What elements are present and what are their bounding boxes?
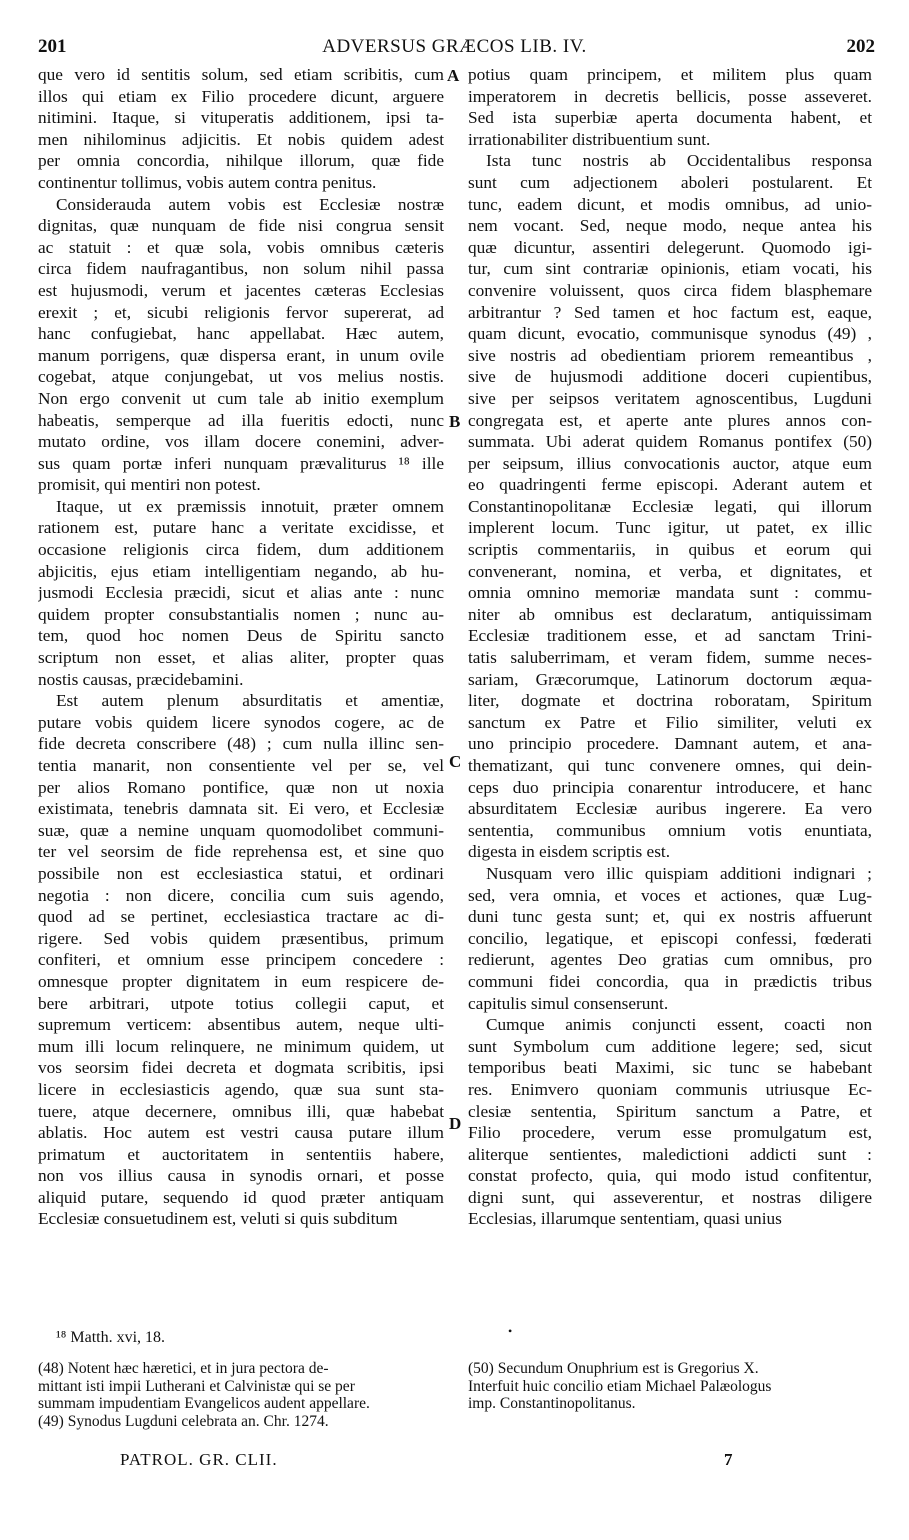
text-line: sive de hujusmodi additione doceri cupientibus,	[468, 367, 872, 387]
text-line: non vos illius causa in synodis ornari, et posse	[38, 1166, 444, 1186]
margin-letter-a: A	[447, 66, 460, 85]
text-line: implerent locum. Tunc igitur, ut patet, ex illic	[468, 518, 872, 538]
text-line: ac statuit : et quæ sola, vobis omnibus cæteris	[38, 237, 444, 257]
footnote-line: summam impudentiam Evangelicos audent appellare.	[38, 1395, 370, 1412]
text-line: jusmodi Ecclesia præcidi, sicut et alias ante : nunc	[38, 583, 444, 603]
text-line: sive nostris ad obedientiam priorem remeantibus ,	[468, 345, 872, 365]
text-line: negotia : non dicere, concilia cum suis agendo,	[38, 885, 444, 905]
text-line: tem, quod hoc nomen Deus de Spiritu sancto	[38, 626, 444, 646]
text-line: thematizant, qui tunc convenere omnes, qui dein-	[468, 756, 872, 775]
text-line: omnesque propter dignitatem in eum respicere de-	[38, 971, 444, 991]
running-header	[0, 36, 909, 60]
text-line: aliquid putare, sequendo id quod præter antiquam	[38, 1187, 444, 1207]
text-line: scriptis commentariis, in quibus et eorum qui	[468, 540, 872, 560]
text-line: circa fidem naufragantibus, non solum nihil passa	[38, 259, 444, 279]
text-line: est hujusmodi, verum et jacentes cæteras Ecclesias	[38, 280, 444, 300]
text-line: vos seorsim fidei decreta et dogmata scribitis, ipsi	[38, 1058, 444, 1078]
text-line: habeatis, semperque ad illa fueritis edocti, nunc	[38, 410, 444, 430]
text-line: Itaque, ut ex præmissis innotuit, præter omnem	[56, 496, 444, 516]
text-line: Cumque animis conjuncti essent, coacti non	[486, 1015, 872, 1035]
text-line: manum porrigens, quæ dispersa erant, in unum ovile	[38, 345, 444, 365]
text-line: quod ad se pertinet, ecclesiastica tractare ac di-	[38, 907, 444, 927]
text-line: suæ, quæ a nemine unquam quomodolibet communi-	[38, 820, 444, 840]
text-line: ter vel seorsim de fide reprehensa est, et sine quo	[38, 842, 444, 862]
text-line: quam dicunt, evocatio, communisque synodus (49) ,	[468, 324, 872, 344]
text-line: convenire voluissent, quos circa fidem blasphemare	[468, 280, 872, 300]
text-line: liter, dogmate et doctrina roboratam, Spiritum	[468, 691, 872, 711]
margin-letter-b: B	[449, 412, 461, 431]
scripture-footnote: ¹⁸ Matth. xvi, 18.	[56, 1329, 166, 1346]
text-line: constat profecto, quia, qui modo istud confitentur,	[468, 1166, 872, 1186]
text-line: licere in ecclesiasticis agendo, quæ sua sunt sta-	[38, 1079, 444, 1099]
footnote-line: imp. Constantinopolitanus.	[468, 1395, 636, 1412]
footnote-line: mittant isti impii Lutherani et Calvinistæ qui se per	[38, 1377, 355, 1395]
text-line: Sed ista superbiæ aperta documenta habent, et	[468, 108, 872, 128]
text-line: cogebat, atque conjungebat, ut vos melius nostis.	[38, 367, 444, 387]
text-line: rationem est, putare hanc a veritate excidisse, et	[38, 518, 444, 538]
text-line: redierunt, agentes Deo gratias cum omnibus, pro	[468, 950, 872, 970]
text-line: fide decreta conscribere (48) ; cum nulla illinc sen-	[38, 734, 444, 754]
text-line: capitulis simul consenserunt.	[468, 993, 669, 1013]
text-line: temporibus beati Maximi, sic tunc se habebant	[468, 1058, 872, 1078]
footnotes-right	[468, 1360, 872, 1413]
text-line: tunc, eadem dicunt, et modis omnibus, ad unio-	[468, 194, 872, 214]
text-line: que vero id sentitis solum, sed etiam scribitis, cum	[38, 65, 444, 84]
text-line: eo quadringenti ferme episcopi. Aderant autem et	[468, 475, 872, 495]
text-line: sunt cum adjectionem aboleri postularent. Et	[468, 172, 872, 192]
text-line: sive per seipsos veritatem agnoscentibus, Lugduni	[468, 388, 872, 408]
text-line: sententia, communibus omnium votis enuntiata,	[468, 820, 872, 840]
text-line: per omnia concordia, nihilque illorum, quæ fide	[38, 151, 444, 171]
stray-mark: •	[508, 1324, 513, 1338]
text-line: illos qui etiam ex Filio procedere dicunt, arguere	[38, 86, 444, 106]
text-line: congregata est, et aperte ante plures annos con-	[468, 410, 872, 430]
text-line: sus quam portæ inferi nunquam prævaliturus ¹⁸ ille	[38, 453, 444, 473]
text-line: promisit, qui mentiri non potest.	[38, 475, 261, 495]
footnote-line: Interfuit huic concilio etiam Michael Palæologus	[468, 1377, 772, 1395]
text-line: Constantinopolitanæ Ecclesiæ legati, qui illorum	[468, 496, 872, 516]
text-line: uno principio procedere. Damnant autem, et ana-	[468, 734, 872, 754]
text-line: arbitrantur ? Sed tamen et hoc factum est, eaque,	[468, 302, 872, 322]
text-line: summata. Ubi aderat quidem Romanus pontifex (50)	[468, 432, 872, 452]
text-line: rigere. Sed vobis quidem præsentibus, primum	[38, 928, 444, 948]
text-line: mutato ordine, vos illam docere conemini, adver-	[38, 432, 444, 452]
text-line: Non ergo convenit ut cum tale ab initio exemplum	[38, 388, 444, 408]
text-line: nitimini. Itaque, si vituperatis additionem, ipsi ta-	[38, 108, 444, 128]
text-line: per seipsum, illius convocationis auctor, atque eum	[468, 453, 872, 473]
text-line: Considerauda autem vobis est Ecclesiæ nostræ	[56, 194, 444, 214]
margin-letter-c: C	[449, 752, 462, 771]
text-line: dignitas, quæ nunquam de fide nisi congrua sensit	[38, 216, 444, 236]
text-line: Filio procedere, verum esse promulgatum est,	[468, 1123, 872, 1143]
text-line: erexit ; et, sicubi religionis fervor supererat, ad	[38, 302, 444, 322]
text-line: digni sunt, qui asseverentur, et nostras diligere	[468, 1187, 872, 1207]
text-line: supremum verticem: absentibus autem, neque ulti-	[38, 1015, 444, 1035]
signature-number: 7	[724, 1450, 733, 1469]
text-line: res. Enimvero quoniam communis utriusque Ec-	[468, 1079, 872, 1099]
text-line: duni tunc gesta sunt; et, qui ex nostris affuerunt	[468, 907, 872, 927]
text-line: confiteri, et omnium esse principem concedere :	[38, 950, 444, 970]
text-line: tatis saluberrimam, et veram fidem, summe neces-	[468, 648, 872, 668]
text-line: primatum et auctoritatem in sententiis habere,	[38, 1144, 444, 1164]
text-line: aliterque sentientes, maledictioni addicti sunt :	[468, 1144, 872, 1164]
text-line: Ecclesiæ consuetudinem est, veluti si quis subditum	[38, 1209, 398, 1229]
text-line: Ista tunc nostris ab Occidentalibus responsa	[486, 151, 872, 171]
text-line: sanctum ex Patre et Filio similiter, veluti ex	[468, 712, 872, 732]
text-line: mum illi locum relinquere, ne minimum quidem, ut	[38, 1036, 444, 1056]
footnote-line: (48) Notent hæc hæretici, et in jura pectora de-	[38, 1360, 329, 1377]
text-line: sed, vera omnia, et voces et actiones, quæ Lug-	[468, 885, 872, 905]
text-line: quidem propter consubstantialis nomen ; nunc au-	[38, 604, 444, 624]
text-line: absurditatem Ecclesiæ auribus ingerere. Ea vero	[468, 799, 872, 819]
text-line: possibile non est ecclesiastica statui, et ordinari	[38, 863, 444, 883]
text-line: digesta in eisdem scriptis est.	[468, 842, 671, 862]
text-line: sunt Symbolum cum additione legere; sed, sicut	[468, 1036, 872, 1056]
text-line: quæ dicuntur, assentiri delegerunt. Quomodo igi-	[468, 237, 872, 257]
text-line: per alios Romano pontifice, quæ non ut noxia	[38, 777, 444, 797]
footnotes-left	[38, 1360, 444, 1430]
text-line: bere arbitrari, utpote totius collegii caput, et	[38, 993, 444, 1013]
text-line: tentia manarit, non consentiente vel per se, vel	[38, 756, 444, 775]
text-line: abjicitis, ejus etiam intelligentiam negando, ab hu-	[38, 561, 444, 581]
right-text-column	[468, 64, 872, 1230]
text-line: sariam, Græcorumque, Latinorum doctorum æqua-	[468, 669, 872, 689]
text-line: putare vobis quidem licere synodos cogere, ac de	[38, 712, 444, 732]
footnote-line: (50) Secundum Onuphrium est is Gregorius X.	[468, 1360, 759, 1377]
text-line: Ecclesiæ traditionem esse, et ad sanctam Trini-	[468, 626, 872, 646]
text-line: imperatorem in decretis bellicis, posse asseveret.	[468, 86, 872, 106]
text-line: convenerant, nomina, et verba, et dignitates, et	[468, 561, 872, 581]
text-line: scriptum non esset, et alias aliter, propter quas	[38, 648, 444, 668]
text-line: hanc confugiebat, hanc appellabat. Hæc autem,	[38, 324, 444, 344]
text-line: Est autem plenum absurditatis et amentiæ,	[56, 691, 444, 711]
left-text-column	[38, 64, 444, 1230]
text-line: Nusquam vero illic quispiam additioni indignari ;	[486, 863, 872, 883]
text-line: clesiæ sententia, Spiritum sanctum a Patre, et	[468, 1101, 872, 1121]
text-line: niter ab omnibus est declaratum, antiquissimam	[468, 604, 872, 624]
text-line: ceps duo principia conarentur introducere, et hanc	[468, 777, 872, 797]
text-line: communi fidei concordia, qua in prædictis tribus	[468, 971, 872, 991]
text-line: men nihilominus adjicitis. Et nobis quidem adest	[38, 129, 444, 149]
text-line: tuere, atque decernere, omnibus illi, quæ habebat	[38, 1101, 444, 1121]
footnote-line: (49) Synodus Lugduni celebrata an. Chr. 1274.	[38, 1412, 329, 1430]
text-line: concilio, legatique, et episcopi confessi, fœderati	[468, 928, 872, 948]
text-line: ablatis. Hoc autem est vestri causa putare illum	[38, 1123, 444, 1143]
page-number-left: 201	[38, 36, 67, 57]
running-title: ADVERSUS GRÆCOS LIB. IV.	[322, 36, 587, 57]
text-line: potius quam principem, et militem plus quam	[468, 65, 872, 84]
text-line: occasione religionis circa fidem, dum additionem	[38, 540, 444, 560]
text-line: continentur tollimus, vobis autem contra penitus.	[38, 172, 377, 192]
text-line: irrationabiliter distribuentium sunt.	[468, 129, 711, 149]
text-line: nem vocant. Sed, neque modo, neque antea his	[468, 216, 872, 236]
text-line: omnia omnino memoriæ mandata sunt : commu-	[468, 583, 872, 603]
text-line: tur, cum sint contrariæ opinionis, etiam vocati, his	[468, 259, 872, 279]
text-line: nostis causas, præcidebamini.	[38, 669, 244, 689]
signature-mark: PATROL. GR. CLII.	[120, 1450, 278, 1469]
page-number-right: 202	[846, 36, 875, 57]
margin-letter-d: D	[449, 1114, 462, 1133]
text-line: existimata, tenebris damnata sit. Ei vero, et Ecclesiæ	[38, 799, 444, 819]
text-line: Ecclesias, illarumque sententiam, quasi unius	[468, 1209, 782, 1229]
